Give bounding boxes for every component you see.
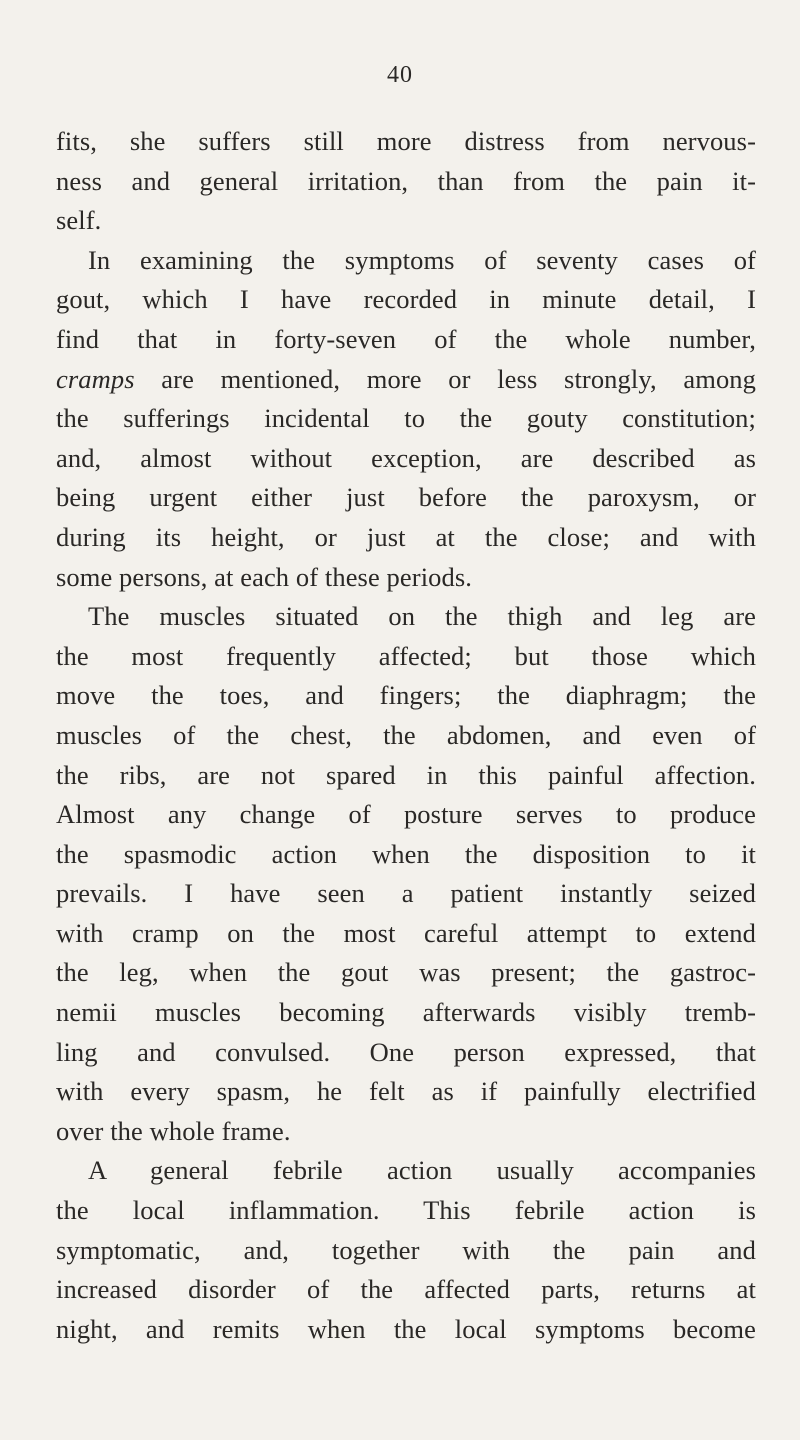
text-line: the leg, when the gout was present; the gastroc- bbox=[56, 957, 756, 988]
text-line: with every spasm, he felt as if painfully electrified bbox=[56, 1076, 756, 1107]
text-line: prevails. I have seen a patient instantly seized bbox=[56, 878, 756, 909]
paragraph-continuation bbox=[56, 122, 756, 241]
text-line: some persons, at each of these periods. bbox=[56, 561, 472, 592]
text-line: being urgent either just before the paroxysm, or bbox=[56, 482, 756, 513]
text-line: the spasmodic action when the disposition to it bbox=[56, 838, 756, 869]
text-line: and, almost without exception, are described as bbox=[56, 442, 756, 473]
text-line: The muscles situated on the thigh and leg are bbox=[88, 601, 756, 632]
text-line: the most frequently affected; but those which bbox=[56, 640, 756, 671]
text-line: fits, she suffers still more distress from nervous- bbox=[56, 126, 756, 156]
text-line: the ribs, are not spared in this painful affection. bbox=[56, 759, 756, 790]
text-line: with cramp on the most careful attempt to extend bbox=[56, 917, 756, 948]
text-line: find that in forty-seven of the whole number, bbox=[56, 323, 756, 354]
body-text bbox=[56, 122, 756, 1349]
text-line-with-italic: cramps are mentioned, more or less strongly, among bbox=[56, 363, 756, 394]
paragraph-muscles-affected bbox=[56, 597, 756, 1151]
text-line: self. bbox=[56, 205, 102, 236]
text-line: A general febrile action usually accompanies bbox=[88, 1155, 756, 1186]
paragraph-cramps-frequency bbox=[56, 241, 756, 597]
text-line: In examining the symptoms of seventy cases of bbox=[88, 244, 756, 275]
text-line: the local inflammation. This febrile action is bbox=[56, 1195, 756, 1226]
text-line: nemii muscles becoming afterwards visibly tremb- bbox=[56, 997, 756, 1028]
text-line: the sufferings incidental to the gouty constitution; bbox=[56, 403, 756, 434]
text-line: move the toes, and fingers; the diaphragm; the bbox=[56, 680, 756, 711]
text-line: night, and remits when the local symptoms become bbox=[56, 1313, 756, 1344]
text-line: muscles of the chest, the abdomen, and even of bbox=[56, 719, 756, 750]
text-line: ness and general irritation, than from the pain it- bbox=[56, 165, 756, 196]
italic-word: cramps bbox=[56, 363, 135, 394]
text-line: during its height, or just at the close; and with bbox=[56, 521, 756, 552]
text-line: over the whole frame. bbox=[56, 1115, 291, 1146]
text-line: increased disorder of the affected parts, returns at bbox=[56, 1274, 756, 1305]
page-number: 40 bbox=[387, 62, 413, 88]
text-line: symptomatic, and, together with the pain and bbox=[56, 1234, 756, 1265]
text-line: ling and convulsed. One person expressed, that bbox=[56, 1036, 756, 1067]
text-line: gout, which I have recorded in minute detail, I bbox=[56, 284, 756, 315]
paragraph-febrile-action bbox=[56, 1151, 756, 1349]
text-line: Almost any change of posture serves to produce bbox=[56, 799, 756, 830]
